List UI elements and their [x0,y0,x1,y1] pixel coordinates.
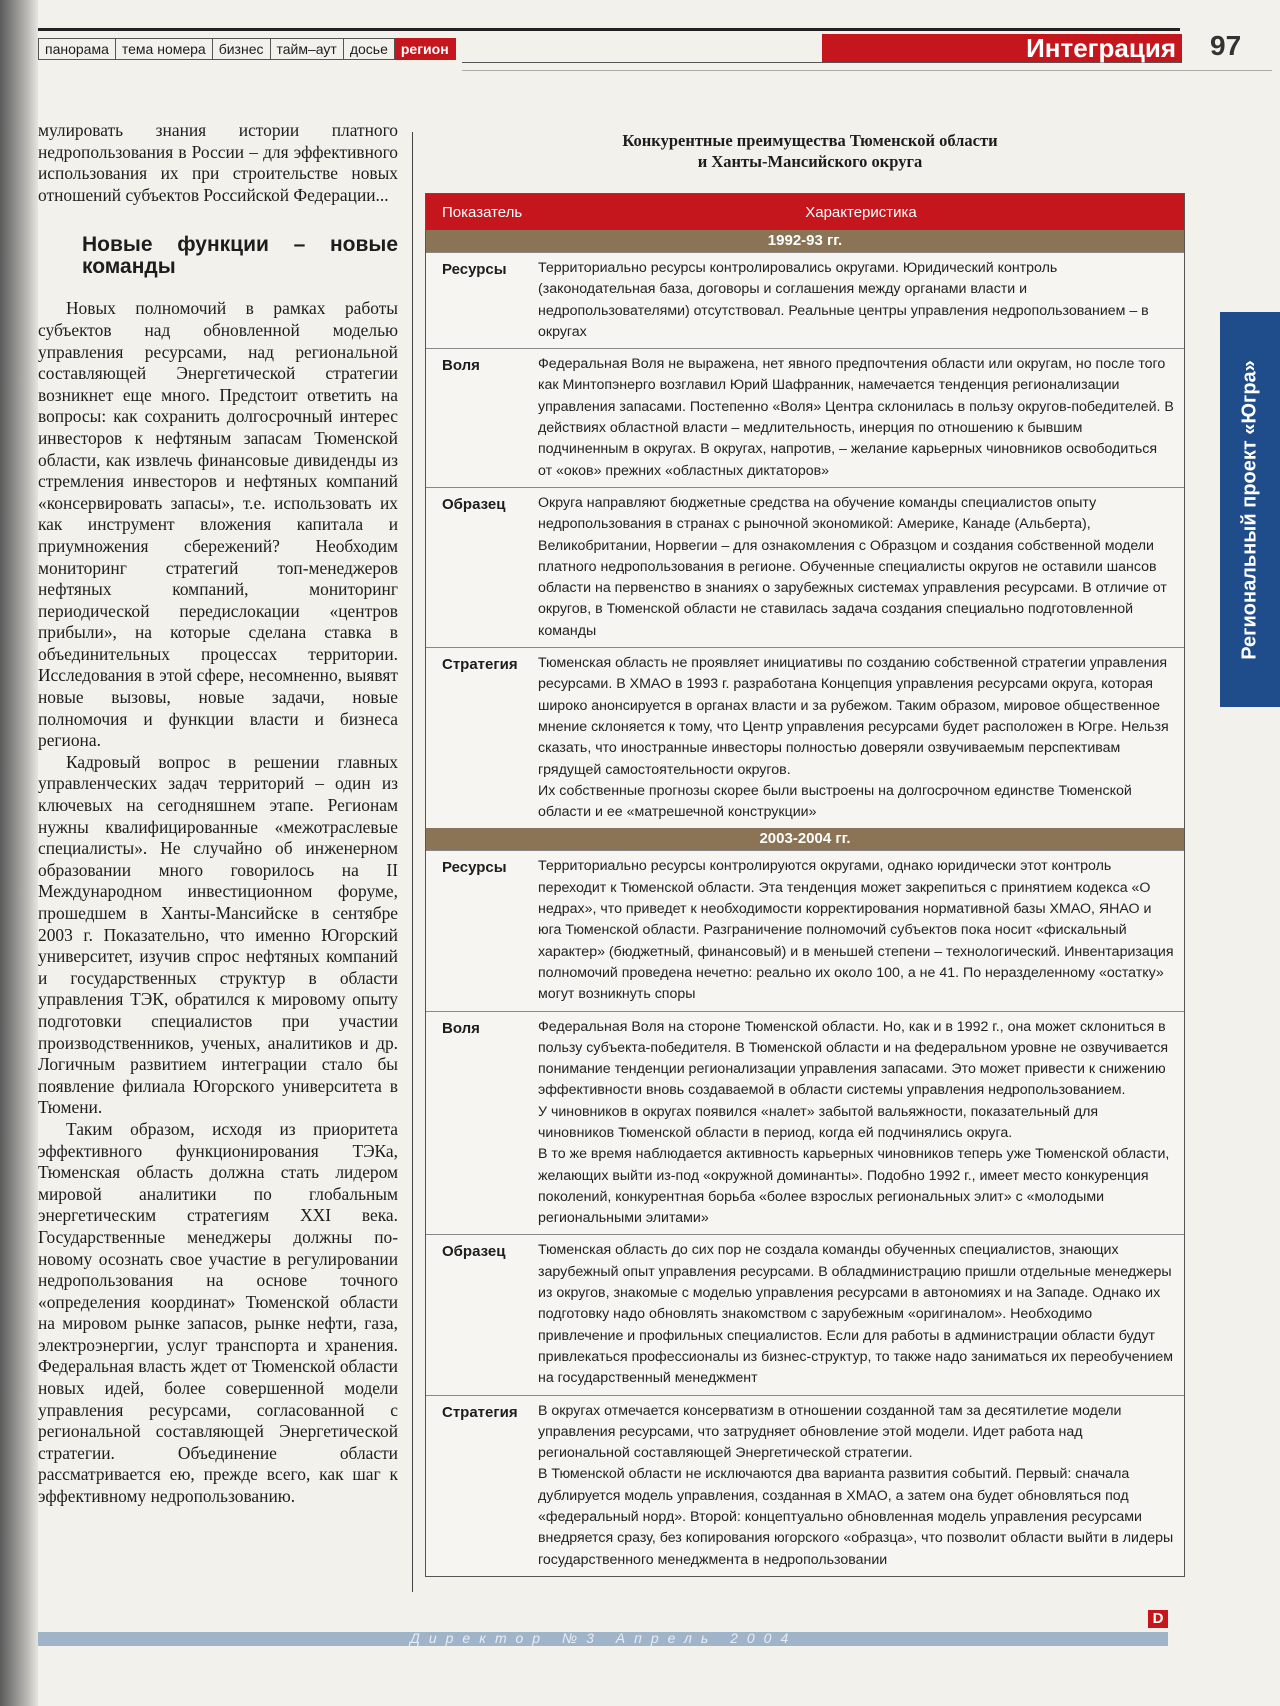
period-band: 2003-2004 гг. [426,828,1184,850]
table-header [426,194,1184,230]
table-row [426,647,1184,828]
magazine-logo: D [1148,1610,1168,1628]
row-label: Ресурсы [442,859,507,877]
nav-item[interactable]: панорама [38,38,116,60]
row-label: Стратегия [442,1403,518,1421]
table-row [426,348,1184,487]
row-text: Территориально ресурсы контролировались округами. Юридический контроль (законодательная база, договоры и соглашения между органами власти и недропользователями) отсутствовал. Реальные центры управления недропользованием – в округах [538,260,1149,340]
subheading: Новые функции – новые команды [82,233,398,279]
nav-item[interactable]: регион [395,38,456,60]
row-label: Стратегия [442,656,518,674]
row-text: В округах отмечается консерватизм в отношении созданной там за десятилетие модели управления ресурсами, что затрудняет обновление этой модели. Идет работа над региональной составляющей Энергетической стратегии. В Тюменской области не исключаются два варианта развития событий. Первый: сначала дублируется модель управления, созданная в ХМАО, а затем она будет обновляться под «федеральный норд». Второй: концептуально обновленная модель управления ресурсами внедряется сразу, без копирования югорского «образца», что позволит области выйти в лидеры государственного менеджмента в недропользовании [538,1402,1174,1568]
row-text: Федеральная Воля на стороне Тюменской области. Но, как и в 1992 г., она может склониться в пользу субъекта-победителя. В Тюменской области и на федеральном уровне не озвучивается понимание тенденции регионализации управления запасами. Это может привести к снижению эффективности вновь создаваемой в области системы управления недропользованием. У чиновников в округах появился «налет» забытой вальяжности, показательный для чиновников Тюменской области в период, когда ей подчинялись округа. В то же время наблюдается активность карьерных чиновников теперь уже Тюменской области, желающих выйти из-под «окружной доминанты». Подобно 1992 г., имеет место конкуренция поколений, конкурентная борьба «более взрослых региональных элит» с «молодыми региональными элитами» [538,1018,1170,1227]
table-title-line: и Ханты-Мансийского округа [697,152,923,171]
header-cell-indicator: Показатель [442,203,523,221]
row-label: Ресурсы [442,261,507,278]
table-row [426,487,1184,647]
table-row [426,1234,1184,1394]
page-spine [0,0,38,1706]
table-row [426,850,1184,1010]
top-rule [38,28,1180,31]
row-label: Образец [442,1243,506,1261]
body-paragraph: Новых полномочий в рамках работы субъектов над обновленной моделью управления ресурсами, над региональной составляющей Энергетической стратегии возникнет еще много. Предстоит ответить на вопросы: как сохранить долгосрочный интерес инвесторов к нефтяным запасам Тюменской области, как извлечь финансовые дивиденды из стремления инвесторов и нефтяных компаний «консервировать запасы», т.е. использовать их как инструмент вложения капитала и приумножения сбережений? Необходим мониторинг стратегий топ-менеджеров нефтяных компаний, мониторинг периодической передислокации «центров прибыли», на которые сделана ставка в объединительных процессах территории. Исследования в этой сфере, несомненно, выявят новые вызовы, новые задачи, новые полномочия и функции власти и бизнеса региона. [38,298,398,751]
body-paragraph: Таким образом, исходя из приоритета эффективного функционирования ТЭКа, Тюменская область должна стать лидером мировой аналитики по глобальным энергетическим стратегиям XXI века. Государственные менеджеры должны по-новому осознать свое участие в регулировании недропользования на основе точного «определения координат» Тюменской области на мировом рынке запасов, рынке нефти, газа, электроэнергии, услуг транспорта и хранения. Федеральная власть ждет от Тюменской области новых идей, более совершенной модели управления ресурсами, согласованной с региональной составляющей Энергетической стратегии. Объединение области рассматривается ею, прежде всего, как шаг к эффективному недропользованию. [38,1118,398,1507]
row-label: Воля [442,357,480,375]
table-title [440,130,1180,172]
table-title-line: Конкурентные преимущества Тюменской области [622,131,998,150]
row-text: Территориально ресурсы контролируются округами, однако юридически этот контроль переходит к Тюменской области. Эта тенденция может закрепиться с принятием кодекса «О недрах», что приведет к необходимости корректирования нормативной базы ХМАО, ЯНАО и юга Тюменской области. Разграничение полномочий субъектов пока носит «фискальный характер» (бюджетный, финансовый) и в меньшей степени – технологический. Инвентаризация полномочий проведена нечетно: реально их около 100, а не 41. По неразделенному «остатку» могут возникнуть споры [538,858,1174,1003]
row-text: Тюменская область не проявляет инициативы по созданию собственной стратегии управления ресурсами. В ХМАО в 1993 г. разработана Концепция управления ресурсами округа, которая широко анонсируется в органах власти и за рубежом. Таким образом, мировое общественное мнение склоняется к тому, что Центр управления ресурсами будет расположен в Югре. Нельзя сказать, что иностранные инвесторы полностью доверяли озвучиваемым перспективам грядущей самостоятельности округов. Их собственные прогнозы скорее были выстроены на долгосрочном единстве Тюменской области и ее «матрешечной конструкции» [538,655,1169,821]
side-tab-label: Региональный проект «Югра» [1238,360,1261,660]
table-body [426,230,1184,1576]
footer-text: Директор №3 Апрель 2004 [410,1630,798,1646]
period-band: 1992-93 гг. [426,230,1184,252]
section-nav [38,38,456,60]
nav-item[interactable]: тайм–аут [271,38,344,60]
row-text: Федеральная Воля не выражена, нет явного предпочтения области или округам, но после того как Минтопэнерго возглавил Юрий Шафранник, намечается тенденция регионализации управления запасами. Постепенно «Воля» Центра склонилась в пользу округов-победителей. В действиях областной власти – медлительность, инерция по отношению к бывшим подчиненным в округах. В округах, напротив, – желание карьерных чиновников освободиться от «оков» прежних «областных диктаторов» [538,356,1174,479]
table-row [426,252,1184,348]
table-row [426,1395,1184,1576]
comparison-table [425,193,1185,1577]
nav-item[interactable]: бизнес [213,38,271,60]
table-row [426,1011,1184,1235]
side-tab [1220,312,1280,707]
page-number: 97 [1210,30,1242,61]
section-title: Интеграция [822,34,1182,62]
header-cell-description: Характеристика [805,203,917,221]
row-label: Воля [442,1019,480,1037]
article-column [38,120,398,1508]
row-label: Образец [442,495,506,513]
nav-item[interactable]: тема номера [116,38,213,60]
intro-paragraph: мулировать знания истории платного недропользования в России – для эффективного использования их при строительстве новых отношений субъектов Российской Федерации... [38,120,398,205]
column-divider [412,132,413,1592]
row-text: Тюменская область до сих пор не создала команды обученных специалистов, знающих зарубежный опыт управления ресурсами. В обладминистрацию пришли отдельные менеджеры из округов, знакомые с моделью управления ресурсами в автономиях и на Западе. Однако их подготовку надо обновлять знакомством с зарубежным «оригиналом». Необходимо привлечение и профильных специалистов. Если для работы в администрации области будут привлекаться профессионалы из бизнес-структур, то также надо заниматься их переобучением на государственный менеджмент [538,1242,1174,1387]
body-paragraph: Кадровый вопрос в решении главных управленческих задач территорий – один из ключевых на сегодняшнем этапе. Регионам нужны квалифицированные «межотраслевые специалисты». Не случайно об инженерном образовании много говорилось на II Международном инвестиционном форуме, прошедшем в Ханты-Мансийске в сентябре 2003 г. Показательно, что именно Югорский университет, изучив спрос нефтяных компаний и государственных структур в области управления ТЭК, обратился к мировому опыту подготовки специалистов при участии производственников, ученых, аналитиков и др. Логичным развитием интеграции стало бы появление филиала Югорского университета в Тюмени. [38,751,398,1118]
nav-item[interactable]: досье [344,38,395,60]
row-text: Округа направляют бюджетные средства на обучение команды специалистов опыту недропользования в странах с рыночной экономикой: Америке, Канаде (Альберта), Великобритании, Норвегии – для ознакомления с Образцом и создания собственной модели платного недропользования в регионе. Обученные специалисты округов не оставили шансов области на первенство в знаниях о зарубежных системах управления ресурсами. В отличие от округов, в Тюменской области не ставилась задача создания специально подготовленной команды [538,494,1167,639]
header-rule-light [462,70,1272,71]
